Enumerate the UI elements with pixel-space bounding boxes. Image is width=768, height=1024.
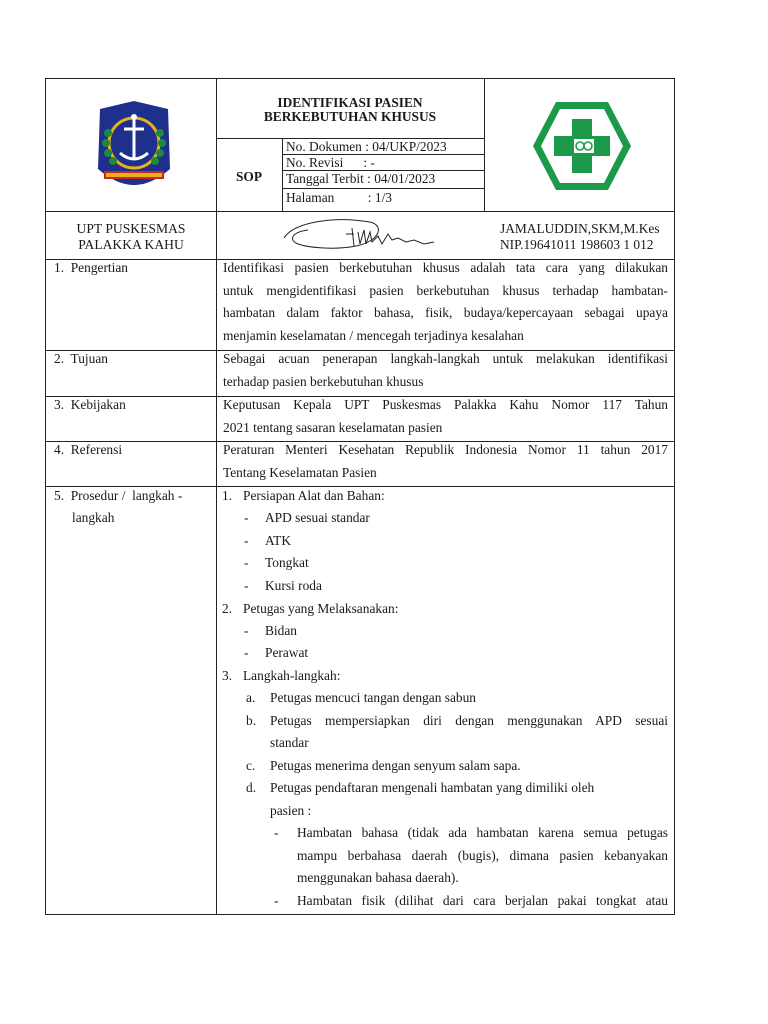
document-title-line1: IDENTIFIKASI PASIEN bbox=[277, 95, 423, 110]
puskesmas-logo bbox=[530, 99, 634, 193]
section-label-tujuan: 2. Tujuan bbox=[54, 351, 108, 366]
list-marker: 1. bbox=[222, 488, 233, 503]
list-item: Petugas yang Melaksanakan: bbox=[243, 601, 399, 616]
list-item-continuation: mampu berbahasa daerah (bugis), dimana pasien kebanyakan bbox=[297, 848, 668, 863]
list-item-continuation: pasien : bbox=[270, 803, 312, 818]
text-line: 2021 tentang sasaran keselamatan pasien bbox=[223, 419, 443, 435]
section-label-prosedur: 5. Prosedur / langkah - bbox=[54, 488, 183, 503]
list-item: Bidan bbox=[265, 623, 297, 638]
section-label-kebijakan: 3. Kebijakan bbox=[54, 397, 126, 412]
list-marker: 2. bbox=[222, 601, 233, 616]
sop-column-divider bbox=[282, 138, 283, 211]
list-item: Hambatan fisik (dilihat dari cara berjalan pakai tongkat atau bbox=[297, 893, 668, 908]
document-title-line2: BERKEBUTUHAN KHUSUS bbox=[263, 109, 437, 124]
list-item: Persiapan Alat dan Bahan: bbox=[243, 488, 385, 503]
list-marker: - bbox=[244, 555, 249, 570]
organization-name-line1: UPT PUSKESMAS bbox=[76, 221, 186, 236]
list-item: Petugas mencuci tangan dengan sabun bbox=[270, 690, 477, 705]
list-item-continuation: standar bbox=[270, 735, 309, 750]
list-item: Petugas mempersiapkan diri dengan menggunakan APD sesuai bbox=[270, 713, 668, 728]
list-item: Langkah-langkah: bbox=[243, 668, 341, 683]
list-marker: b. bbox=[246, 713, 257, 728]
column-divider bbox=[216, 79, 217, 915]
list-marker: - bbox=[274, 893, 279, 908]
header-column-divider bbox=[484, 79, 485, 211]
list-item: Petugas menerima dengan senyum salam sapa. bbox=[270, 758, 521, 773]
section-body-tujuan bbox=[223, 348, 668, 393]
list-marker: - bbox=[244, 510, 249, 525]
section-label-prosedur-line2: langkah bbox=[72, 510, 115, 525]
sop-label: SOP bbox=[235, 169, 263, 184]
section-body-referensi bbox=[223, 439, 668, 484]
list-marker: 3. bbox=[222, 668, 233, 683]
sop-document bbox=[45, 78, 675, 915]
text-line: Keputusan Kepala UPT Puskesmas Palakka Kahu Nomor 117 Tahun bbox=[223, 397, 668, 412]
list-marker: - bbox=[244, 623, 249, 638]
header-divider bbox=[46, 211, 674, 212]
section-label-referensi: 4. Referensi bbox=[54, 442, 123, 457]
text-line: menjamin keselamatan / mencegah terjadinya kesalahan bbox=[223, 327, 524, 343]
list-marker: a. bbox=[246, 690, 256, 705]
list-marker: - bbox=[244, 578, 249, 593]
text-line: hambatan dalam faktor bahasa, fisik, budaya/kepercayaan sebagai upaya bbox=[223, 305, 668, 321]
section-body-pengertian bbox=[223, 257, 668, 347]
signer-nip: NIP.19641011 198603 1 012 bbox=[500, 237, 654, 252]
list-item: Tongkat bbox=[265, 555, 309, 570]
text-line: untuk mengidentifikasi pasien berkebutuhan khusus terhadap hambatan- bbox=[223, 282, 668, 298]
meta-divider bbox=[282, 188, 484, 189]
list-item: Perawat bbox=[265, 645, 309, 660]
organization-name-line2: PALAKKA KAHU bbox=[78, 237, 184, 252]
text-line: terhadap pasien berkebutuhan khusus bbox=[223, 373, 424, 389]
signature-image bbox=[274, 214, 444, 262]
list-item: ATK bbox=[265, 533, 292, 548]
row-divider bbox=[46, 486, 674, 487]
list-item: Petugas pendaftaran mengenali hambatan yang dimiliki oleh bbox=[270, 780, 595, 795]
list-marker: d. bbox=[246, 780, 257, 795]
list-marker: - bbox=[274, 825, 279, 840]
document-number: No. Dokumen : 04/UKP/2023 bbox=[286, 139, 447, 154]
list-marker: - bbox=[244, 645, 249, 660]
signer-name: JAMALUDDIN,SKM,M.Kes bbox=[500, 221, 660, 236]
section-body-kebijakan bbox=[223, 394, 668, 439]
issue-date: Tanggal Terbit : 04/01/2023 bbox=[286, 171, 436, 186]
list-item: APD sesuai standar bbox=[265, 510, 370, 525]
revision-number: No. Revisi : - bbox=[286, 155, 375, 170]
list-item-continuation: menggunakan bahasa daerah). bbox=[297, 870, 459, 885]
page-number: Halaman : 1/3 bbox=[286, 190, 392, 205]
text-line: Peraturan Menteri Kesehatan Republik Indonesia Nomor 11 tahun 2017 bbox=[223, 442, 668, 457]
text-line: Identifikasi pasien berkebutuhan khusus adalah tata cara yang dilakukan bbox=[223, 260, 668, 275]
text-line: Sebagai acuan penerapan langkah-langkah untuk melakukan identifikasi bbox=[223, 351, 668, 366]
list-marker: - bbox=[244, 533, 249, 548]
list-item: Kursi roda bbox=[265, 578, 322, 593]
list-marker: c. bbox=[246, 758, 256, 773]
regency-emblem-logo bbox=[86, 99, 182, 189]
list-item: Hambatan bahasa (tidak ada hambatan karena semua petugas bbox=[297, 825, 668, 840]
text-line: Tentang Keselamatan Pasien bbox=[223, 464, 377, 480]
section-label-pengertian: 1. Pengertian bbox=[54, 260, 129, 275]
